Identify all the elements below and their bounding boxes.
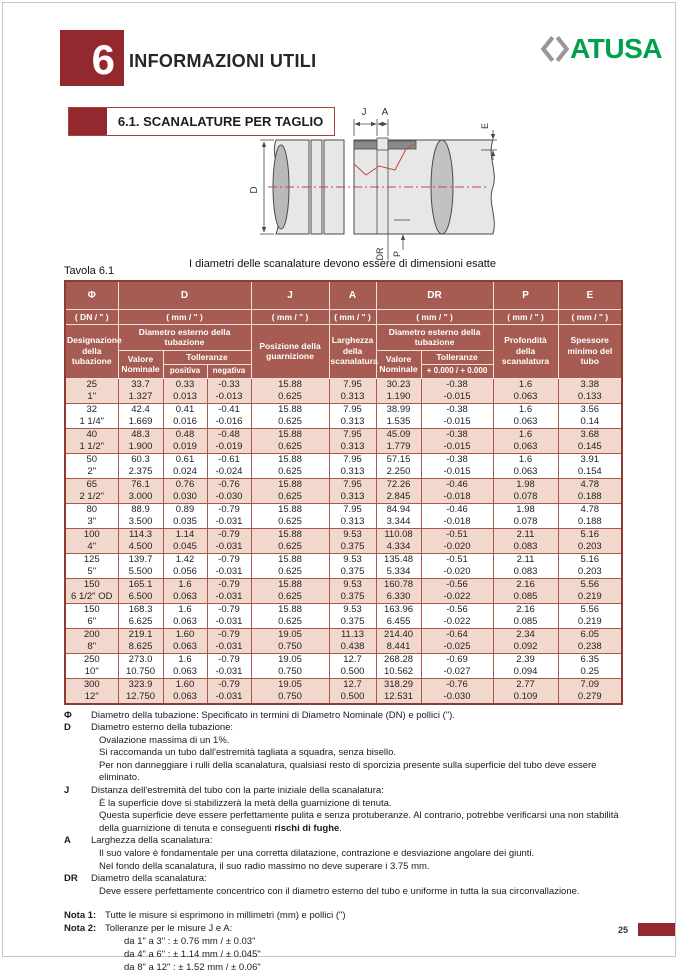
footnote-line: Diametro esterno della tubazione: <box>91 722 234 734</box>
unit-header: ( mm / " ) <box>118 309 251 324</box>
col-header-dr: DR <box>376 281 493 309</box>
page-number: 25 <box>617 925 628 935</box>
table-cell: 168.3 6.625 <box>118 603 163 628</box>
table-cell: 1.14 0.045 <box>163 528 207 553</box>
table-cell: 3.91 0.154 <box>558 453 622 478</box>
nota-2-lines <box>64 935 621 974</box>
table-cell: 0.76 0.030 <box>163 478 207 503</box>
table-cell: 163.96 6.455 <box>376 603 421 628</box>
table-cell: 15.88 0.625 <box>251 378 329 403</box>
table-row <box>65 628 622 653</box>
footnote-text <box>91 785 621 835</box>
subheader-j: Posizione della guarnizione <box>251 324 329 378</box>
table-cell: 219.1 8.625 <box>118 628 163 653</box>
table-cell: 1.6 0.063 <box>493 403 558 428</box>
table-cell: 1.98 0.078 <box>493 478 558 503</box>
col-header-a: A <box>329 281 376 309</box>
subheader-p: Profondità della scanalatura <box>493 324 558 378</box>
footer-accent-bar <box>638 923 675 936</box>
table-cell: -0.79 -0.031 <box>207 553 251 578</box>
table-cell: 160.78 6.330 <box>376 578 421 603</box>
footnote-text <box>91 873 621 898</box>
table-cell: 19.05 0.750 <box>251 628 329 653</box>
pipe-diagram-drawing <box>246 102 500 266</box>
table-cell: 50 2" <box>65 453 118 478</box>
table-cell: 25 1" <box>65 378 118 403</box>
table-cell: 6.35 0.25 <box>558 653 622 678</box>
table-row <box>65 428 622 453</box>
table-cell: 1.6 0.063 <box>493 378 558 403</box>
table-cell: -0.76 -0.030 <box>207 478 251 503</box>
table-cell: 5.16 0.203 <box>558 553 622 578</box>
col-header-p: P <box>493 281 558 309</box>
table-cell: 7.95 0.313 <box>329 428 376 453</box>
table-cell: 15.88 0.625 <box>251 578 329 603</box>
table-cell: 250 10" <box>65 653 118 678</box>
col-header-e: E <box>558 281 622 309</box>
table-cell: 1.42 0.056 <box>163 553 207 578</box>
subheader-d-valore: Valore Nominale <box>118 350 163 378</box>
table-cell: 150 6" <box>65 603 118 628</box>
nota-2-line: da 1" a 3" : ± 0.76 mm / ± 0.03" <box>124 936 256 948</box>
table-cell: -0.51 -0.020 <box>421 528 493 553</box>
table-cell: 9.53 0.375 <box>329 603 376 628</box>
footnote-line: È la superficie dove si stabilizzerà la metà della guarnizione di tenuta. <box>99 797 392 809</box>
subheader-dr-tol-values: + 0.000 / + 0.000 <box>421 364 493 378</box>
table-cell: -0.64 -0.025 <box>421 628 493 653</box>
table-cell: 9.53 0.375 <box>329 553 376 578</box>
table-cell: 200 8" <box>65 628 118 653</box>
table-cell: 3.56 0.14 <box>558 403 622 428</box>
subheader-d-negativa: negativa <box>207 364 251 378</box>
table-cell: -0.38 -0.015 <box>421 453 493 478</box>
nota-2-line: da 4" a 6" : ± 1.14 mm / ± 0.045" <box>124 949 261 961</box>
table-cell: 2.16 0.085 <box>493 603 558 628</box>
footnote-line: Diametro della tubazione: Specificato in termini di Diametro Nominale (DN) e pollici ("). <box>91 709 455 721</box>
table-cell: 3.38 0.133 <box>558 378 622 403</box>
table-row <box>65 653 622 678</box>
subheader-e: Spessore minimo del tubo <box>558 324 622 378</box>
footnote-symbol: A <box>64 835 71 847</box>
footnote-symbol: Φ <box>64 709 72 721</box>
footnote-line: Nel fondo della scanalatura, il suo radio massimo no deve superare i 3.75 mm. <box>99 860 430 872</box>
table-cell: 1.6 0.063 <box>493 428 558 453</box>
table-cell: 100 4" <box>65 528 118 553</box>
table-cell: 7.95 0.313 <box>329 478 376 503</box>
table-cell: -0.38 -0.015 <box>421 378 493 403</box>
table-cell: 84.94 3.344 <box>376 503 421 528</box>
footnote-line: Per non danneggiare i rulli della scanalatura, qualsiasi resto di sporcizia presente sulla superficie del tubo deve essere eliminato. <box>99 759 597 784</box>
table-cell: 88.9 3.500 <box>118 503 163 528</box>
table-row <box>65 378 622 403</box>
page-title: INFORMAZIONI UTILI <box>129 51 317 71</box>
table-row <box>65 678 622 704</box>
main-content <box>64 257 621 974</box>
table-cell: -0.79 -0.031 <box>207 503 251 528</box>
table-cell: 7.95 0.313 <box>329 378 376 403</box>
section-accent-square <box>69 108 107 135</box>
chapter-number: 6 <box>91 36 115 83</box>
diagram-label-dr: DR <box>375 247 385 261</box>
subheader-d-group: Diametro esterno della tubazione <box>118 324 251 350</box>
table-cell: 165.1 6.500 <box>118 578 163 603</box>
table-cell: -0.79 -0.031 <box>207 578 251 603</box>
table-cell: 3.68 0.145 <box>558 428 622 453</box>
footnote-symbol: D <box>64 722 71 734</box>
subheader-dr-group: Diametro esterno della tubazione <box>376 324 493 350</box>
nota-2-text: Tolleranze per le misure J e A: <box>105 923 233 935</box>
table-cell: 9.53 0.375 <box>329 578 376 603</box>
table-cell: 323.9 12.750 <box>118 678 163 704</box>
table-row <box>65 478 622 503</box>
footnote-item <box>64 873 621 898</box>
diagram-label-e: E <box>480 122 490 130</box>
table-cell: 2.16 0.085 <box>493 578 558 603</box>
nota-2 <box>64 922 621 935</box>
table-cell: 0.41 0.016 <box>163 403 207 428</box>
table-cell: 48.3 1.900 <box>118 428 163 453</box>
table-cell: 19.05 0.750 <box>251 678 329 704</box>
subheader-a: Larghezza della scanalatura <box>329 324 376 378</box>
table-cell: 5.56 0.219 <box>558 603 622 628</box>
table-body <box>65 378 622 704</box>
table-cell: 57.15 2.250 <box>376 453 421 478</box>
table-cell: 12.7 0.500 <box>329 678 376 704</box>
diamond-logo-icon <box>540 35 570 63</box>
table-cell: 42.4 1.669 <box>118 403 163 428</box>
table-cell: -0.38 -0.015 <box>421 428 493 453</box>
footnote-text <box>91 722 621 785</box>
table-cell: 273.0 10.750 <box>118 653 163 678</box>
subheader-d-positiva: positiva <box>163 364 207 378</box>
footnote-item <box>64 835 621 873</box>
table-cell: 1.6 0.063 <box>163 653 207 678</box>
table-cell: -0.79 -0.031 <box>207 628 251 653</box>
table-cell: 5.56 0.219 <box>558 578 622 603</box>
table-cell: 19.05 0.750 <box>251 653 329 678</box>
table-cell: -0.38 -0.015 <box>421 403 493 428</box>
table-cell: 40 1 1/2" <box>65 428 118 453</box>
table-cell: -0.76 -0.030 <box>421 678 493 704</box>
table-cell: -0.79 -0.031 <box>207 678 251 704</box>
table-label: Tavola 6.1 <box>64 265 115 277</box>
logo-text: ATUSA <box>570 33 662 64</box>
table-cell: 45.09 1.779 <box>376 428 421 453</box>
table-cell: 76.1 3.000 <box>118 478 163 503</box>
table-cell: 0.48 0.019 <box>163 428 207 453</box>
section-title: 6.1. SCANALATURE PER TAGLIO <box>117 114 324 129</box>
footnote-item <box>64 722 621 785</box>
atusa-logo <box>540 33 662 65</box>
table-cell: 80 3" <box>65 503 118 528</box>
footnote-symbol: DR <box>64 873 78 885</box>
table-cell: 5.16 0.203 <box>558 528 622 553</box>
table-cell: 15.88 0.625 <box>251 403 329 428</box>
table-cell: 114.3 4.500 <box>118 528 163 553</box>
unit-header: ( mm / " ) <box>493 309 558 324</box>
table-cell: 2.39 0.094 <box>493 653 558 678</box>
table-cell: 0.33 0.013 <box>163 378 207 403</box>
table-cell: -0.56 -0.022 <box>421 603 493 628</box>
subheader-designazione: Designazione della tubazione <box>65 324 118 378</box>
table-cell: 33.7 1.327 <box>118 378 163 403</box>
unit-header: ( mm / " ) <box>376 309 493 324</box>
table-cell: 7.95 0.313 <box>329 453 376 478</box>
footnote-item <box>64 710 621 723</box>
footnote-item <box>64 785 621 835</box>
table-cell: 15.88 0.625 <box>251 478 329 503</box>
table-cell: -0.61 -0.024 <box>207 453 251 478</box>
table-cell: 30.23 1.190 <box>376 378 421 403</box>
table-cell: 2.11 0.083 <box>493 528 558 553</box>
table-cell: 7.95 0.313 <box>329 503 376 528</box>
diagram-label-p: P <box>392 250 402 258</box>
table-cell: -0.48 -0.019 <box>207 428 251 453</box>
nota-1-text: Tutte le misure si esprimono in millimetri (mm) e pollici (") <box>105 910 346 922</box>
table-cell: 0.89 0.035 <box>163 503 207 528</box>
unit-header: ( DN / " ) <box>65 309 118 324</box>
table-cell: 9.53 0.375 <box>329 528 376 553</box>
table-cell: 318.29 12.531 <box>376 678 421 704</box>
col-header-phi: Φ <box>65 281 118 309</box>
table-caption: I diametri delle scanalature devono essere di dimensioni esatte <box>189 258 496 270</box>
table-cell: -0.46 -0.018 <box>421 503 493 528</box>
table-row <box>65 403 622 428</box>
footnote-text <box>91 835 621 873</box>
table-cell: 4.78 0.188 <box>558 478 622 503</box>
footnote-line: Ovalazione massima di un 1%. <box>99 734 230 746</box>
table-cell: 15.88 0.625 <box>251 503 329 528</box>
unit-header: ( mm / " ) <box>558 309 622 324</box>
table-cell: 214.40 8.441 <box>376 628 421 653</box>
footnote-line: Si raccomanda un tubo dall'estremità tagliata a squadra, senza bisello. <box>99 747 397 759</box>
table-cell: 15.88 0.625 <box>251 428 329 453</box>
table-cell: -0.69 -0.027 <box>421 653 493 678</box>
footnote-line: Questa superficie deve essere perfettamente pulita e senza protuberanze. Al contrario, potrebbe verificarsi una non stabilità della guarnizione di tenuta e conseguenti rischi di fughe. <box>99 810 619 834</box>
table-cell: 60.3 2.375 <box>118 453 163 478</box>
table-cell: 1.6 0.063 <box>163 603 207 628</box>
groove-dimensions-table <box>64 280 623 705</box>
table-row <box>65 528 622 553</box>
nota-2-line: da 8" a 12" : ± 1.52 mm / ± 0.06" <box>124 962 261 974</box>
footnote-line: Diametro della scanalatura: <box>91 873 207 885</box>
table-cell: 0.61 0.024 <box>163 453 207 478</box>
table-cell: 11.13 0.438 <box>329 628 376 653</box>
table-cell: 268.28 10.562 <box>376 653 421 678</box>
table-cell: -0.41 -0.016 <box>207 403 251 428</box>
table-row <box>65 503 622 528</box>
table-row <box>65 603 622 628</box>
table-cell: 1.60 0.063 <box>163 628 207 653</box>
footnote-line: Distanza dell'estremità del tubo con la parte iniziale della scanalatura: <box>91 785 384 797</box>
footnote-symbol: J <box>64 785 70 797</box>
table-cell: -0.79 -0.031 <box>207 528 251 553</box>
table-cell: -0.79 -0.031 <box>207 653 251 678</box>
footnote-line: Il suo valore è fondamentale per una corretta dilatazione, contrazione e desviazione angolare dei giunti. <box>99 848 535 860</box>
table-cell: -0.56 -0.022 <box>421 578 493 603</box>
table-cell: -0.33 -0.013 <box>207 378 251 403</box>
table-cell: 135.48 5.334 <box>376 553 421 578</box>
table-cell: 7.95 0.313 <box>329 403 376 428</box>
table-cell: 1.98 0.078 <box>493 503 558 528</box>
nota-2-label: Nota 2: <box>64 923 97 935</box>
table-cell: 6.05 0.238 <box>558 628 622 653</box>
table-row <box>65 553 622 578</box>
subheader-d-tolleranze: Tolleranze <box>163 350 251 364</box>
table-cell: -0.51 -0.020 <box>421 553 493 578</box>
table-cell: 150 6 1/2" OD <box>65 578 118 603</box>
subheader-dr-tolleranze: Tolleranze <box>421 350 493 364</box>
table-cell: 1.60 0.063 <box>163 678 207 704</box>
footnote-text <box>91 710 621 723</box>
col-header-d: D <box>118 281 251 309</box>
table-cell: 32 1 1/4" <box>65 403 118 428</box>
table-cell: 12.7 0.500 <box>329 653 376 678</box>
table-cell: 7.09 0.279 <box>558 678 622 704</box>
table-header <box>65 281 622 378</box>
table-cell: 2.77 0.109 <box>493 678 558 704</box>
table-cell: 139.7 5.500 <box>118 553 163 578</box>
table-cell: -0.79 -0.031 <box>207 603 251 628</box>
table-cell: 15.88 0.625 <box>251 528 329 553</box>
nota-1 <box>64 909 621 922</box>
table-cell: 1.6 0.063 <box>493 453 558 478</box>
table-cell: -0.46 -0.018 <box>421 478 493 503</box>
notes-block <box>64 909 621 974</box>
footnote-line: Larghezza della scanalatura: <box>91 835 213 847</box>
table-cell: 38.99 1.535 <box>376 403 421 428</box>
table-row <box>65 453 622 478</box>
table-cell: 300 12" <box>65 678 118 704</box>
chapter-number-box <box>60 30 124 86</box>
table-cell: 15.88 0.625 <box>251 553 329 578</box>
footnotes <box>64 710 621 899</box>
col-header-j: J <box>251 281 329 309</box>
table-cell: 15.88 0.625 <box>251 603 329 628</box>
unit-header: ( mm / " ) <box>329 309 376 324</box>
table-cell: 125 5" <box>65 553 118 578</box>
diagram-label-a: A <box>381 107 389 118</box>
nota-1-label: Nota 1: <box>64 910 97 922</box>
footnote-line: Deve essere perfettamente concentrico con il diametro esterno del tubo e uniforme in tutta la sua circonvallazione. <box>99 885 580 897</box>
table-cell: 2.11 0.083 <box>493 553 558 578</box>
table-cell: 2.34 0.092 <box>493 628 558 653</box>
table-caption-row <box>64 257 621 280</box>
table-cell: 4.78 0.188 <box>558 503 622 528</box>
subheader-dr-valore: Valore Nominale <box>376 350 421 378</box>
table-cell: 110.08 4.334 <box>376 528 421 553</box>
table-row <box>65 578 622 603</box>
pipe-groove-diagram <box>246 102 500 266</box>
diagram-label-j: J <box>361 107 367 118</box>
table-cell: 72.26 2.845 <box>376 478 421 503</box>
unit-header: ( mm / " ) <box>251 309 329 324</box>
diagram-label-d: D <box>249 186 260 194</box>
table-cell: 15.88 0.625 <box>251 453 329 478</box>
table-cell: 1.6 0.063 <box>163 578 207 603</box>
table-cell: 65 2 1/2" <box>65 478 118 503</box>
